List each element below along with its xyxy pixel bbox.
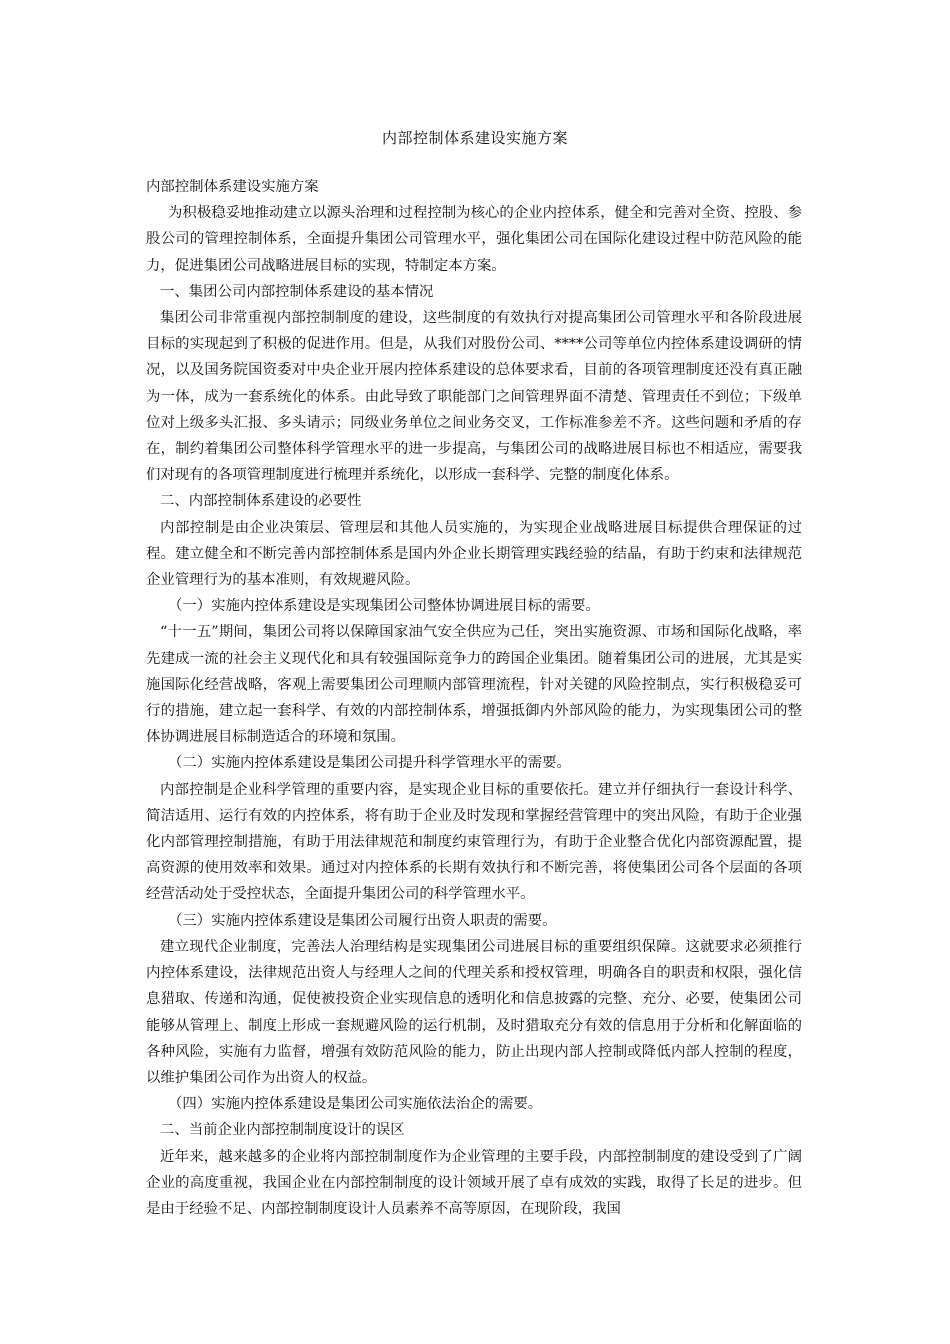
paragraph: （二）实施内控体系建设是集团公司提升科学管理水平的需要。 [168,755,571,772]
paragraph: 为积极稳妥地推动建立以源头治理和过程控制为核心的企业内控体系，健全和完善对全资、控股、参股公司的管理控制体系，全面提升集团公司管理水平，强化集团公司在国际化建设过程中防范风险的能力，促进集团公司战略进展目标的实现，特制定本方案。 [146,205,802,274]
paragraph: （一）实施内控体系建设是实现集团公司整体协调进展目标的需要。 [168,598,600,615]
paragraph: 二、当前企业内部控制制度设计的误区 [160,1122,405,1139]
paragraph: 集团公司非常重视内部控制制度的建设，这些制度的有效执行对提高集团公司管理水平和各阶段进展目标的实现起到了积极的促进作用。但是，从我们对股份公司、****公司等单位内控体系建设调研的情况，以及国务院国资委对中央企业开展内控体系建设的总体要求看，目前的各项管理制度还没有真正融为一体，成为一套系统化的体系。由此导致了职能部门之间管理界面不清楚、管理责任不到位；下级单位对上级多头汇报、多头请示；同级业务单位之间业务交叉，工作标准参差不齐。这些问题和矛盾的存在，制约着集团公司整体科学管理水平的进一步提高，与集团公司的战略进展目标也不相适应，需要我们对现有的各项管理制度进行梳理并系统化，以形成一套科学、完整的制度化体系。 [146,310,802,484]
paragraph: 内部控制是企业科学管理的重要内容，是实现企业目标的重要依托。建立并仔细执行一套设计科学、简洁适用、运行有效的内控体系，将有助于企业及时发现和掌握经营管理中的突出风险，有助于企业强化内部管理控制措施，有助于用法律规范和制度约束管理行为，有助于企业整合优化内部资源配置，提高资源的使用效率和效果。通过对内控体系的长期有效执行和不断完善，将使集团公司各个层面的各项经营活动处于受控状态，全面提升集团公司的科学管理水平。 [146,781,802,903]
document-body [146,174,802,1222]
paragraph: 内部控制是由企业决策层、管理层和其他人员实施的，为实现企业战略进展目标提供合理保证的过程。建立健全和不断完善内部控制体系是国内外企业长期管理实践经验的结晶，有助于约束和法律规范企业管理行为的基本准则，有效规避风险。 [146,519,802,589]
paragraph: （三）实施内控体系建设是集团公司履行出资人职责的需要。 [168,912,557,929]
paragraph: “十一五”期间，集团公司将以保障国家油气安全供应为己任，突出实施资源、市场和国际化战略，率先建成一流的社会主义现代化和具有较强国际竞争力的跨国企业集团。随着集团公司的进展，尤其是实施国际化经营战略，客观上需要集团公司理顺内部管理流程，针对关键的风险控制点，实行积极稳妥可行的措施，建立起一套科学、有效的内部控制体系，增强抵御内外部风险的能力，为实现集团公司的整体协调进展目标制造适合的环境和氛围。 [146,624,802,746]
paragraph: 建立现代企业制度，完善法人治理结构是实现集团公司进展目标的重要组织保障。这就要求必须推行内控体系建设，法律规范出资人与经理人之间的代理关系和授权管理，明确各自的职责和权限，强化信息猎取、传递和沟通，促使被投资企业实现信息的透明化和信息披露的完整、充分、必要，使集团公司能够从管理上、制度上形成一套规避风险的运行机制，及时猎取充分有效的信息用于分析和化解面临的各种风险，实施有力监督，增强有效防范风险的能力，防止出现内部人控制或降低内部人控制的程度，以维护集团公司作为出资人的权益。 [146,938,802,1086]
paragraph: 近年来，越来越多的企业将内部控制制度作为企业管理的主要手段，内部控制制度的建设受到了广阔企业的高度重视，我国企业在内部控制制度的设计领域开展了卓有成效的实践，取得了长足的进步。但是由于经验不足、内部控制制度设计人员素养不高等原因，在现阶段，我国 [146,1148,802,1217]
paragraph: 二、内部控制体系建设的必要性 [160,493,362,510]
document-title: 内部控制体系建设实施方案 [381,129,568,147]
paragraph: 内部控制体系建设实施方案 [146,179,319,195]
paragraph: 一、集团公司内部控制体系建设的基本情况 [160,283,434,300]
paragraph: （四）实施内控体系建设是集团公司实施依法治企的需要。 [168,1096,543,1113]
